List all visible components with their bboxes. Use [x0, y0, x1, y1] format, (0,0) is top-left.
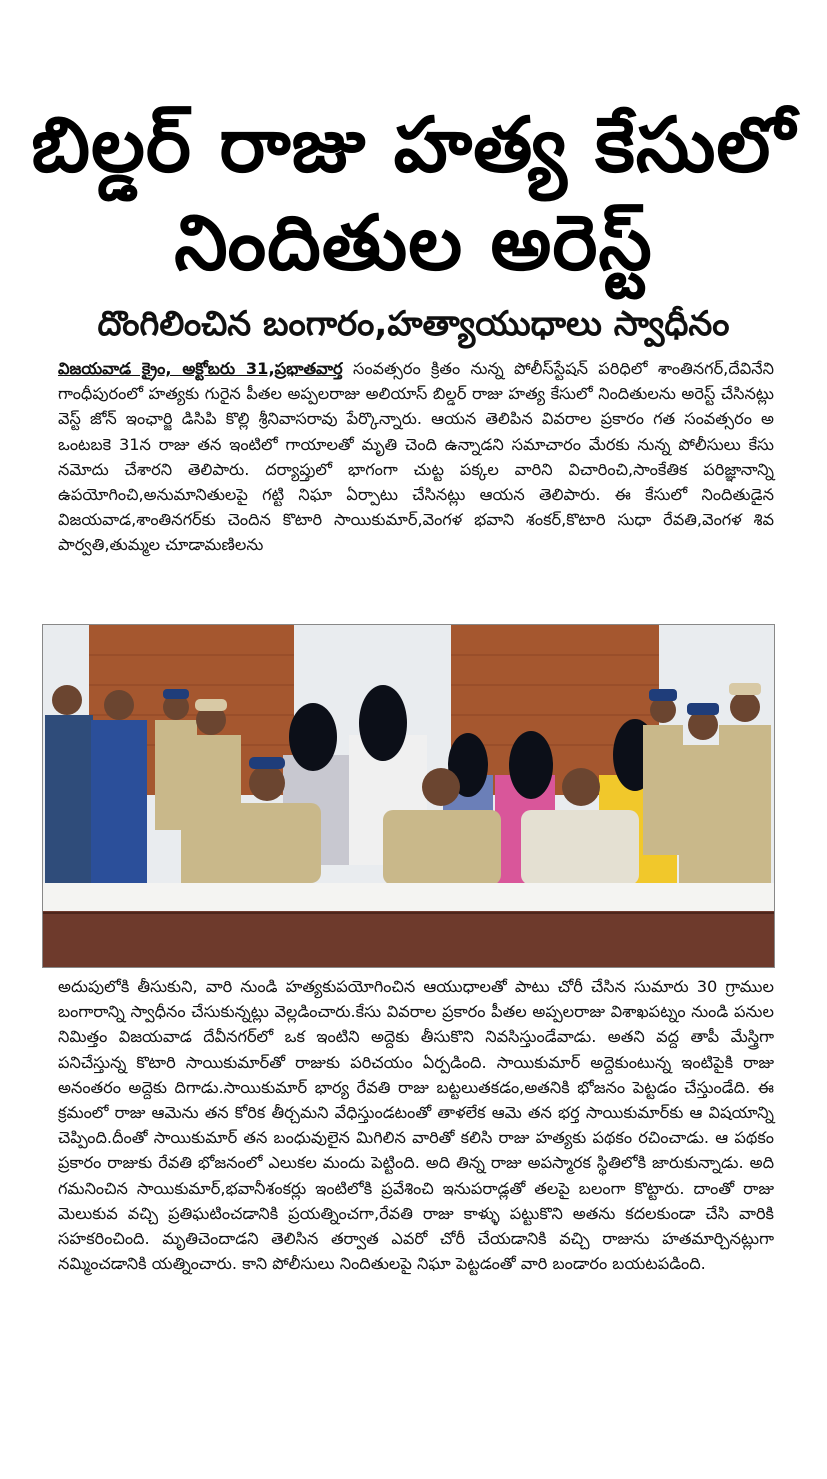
subheadline: దొంగిలించిన బంగారం,హత్యాయుధాలు స్వాధీనం — [97, 304, 730, 344]
dateline: విజయవాడ క్రైం, అక్టోబరు 31,ప్రభాతవార్త — [58, 359, 343, 378]
tablecloth — [43, 883, 774, 913]
paragraph-before-photo: సంవత్సరం క్రితం నున్న పోలీస్‌స్టేషన్ పరిధిలో శాంతినగర్,దేవినేని గాంధీపురంలో హత్యకు గురైన పీతల అప్పలరాజు అలియాస్ బిల్డర్ రాజు హత్య కేసులో నిందితులను అరెస్ట్ చేసినట్లు వెస్ట్ జోన్ ఇంఛార్జి డిసిపి కొల్లి శ్రీనివాసరావు పేర్కొన్నారు. ఆయన తెలిపిన వివరాల ప్రకారం గత సంవత్సరం అ ఒంటబకె 31న రాజు తన ఇంటిలో గాయాలతో మృతి చెంది ఉన్నాడని సమాచారం మేరకు నున్న పోలీసులు కేసు నమోదు చేశారని తెలిపారు. దర్యాప్తులో భాగంగా చుట్ట పక్కల వారిని విచారించి,సాంకేతిక పరిజ్ఞానాన్ని ఉపయోగించి,అనుమానితులపై గట్టి నిఘా ఏర్పాటు చేసినట్లు ఆయన తెలిపారు. ఈ కేసులో నిందితుడైన విజయవాడ,శాంతినగర్‌కు చెందిన కొటారి సాయికుమార్,వెంగళ భవాని శంకర్,కొటారి సుధా రేవతి,వెంగళ శివ పార్వతి,తుమ్మల చూడామణిలను — [58, 359, 774, 555]
article-paragraph-2: అదుపులోకి తీసుకుని, వారి నుండి హత్యకుపయోగించిన ఆయుధాలతో పాటు చోరీ చేసిన సుమారు 30 గ్రాముల బంగారాన్ని స్వాధీనం చేసుకున్నట్లు వెల్లడించారు.కేసు వివరాల ప్రకారం పీతల అప్పలరాజు విశాఖపట్నం నుండి పనుల నిమిత్తం విజయవాడ దేవీనగర్‌లో ఒక ఇంటిని అద్దెకు తీసుకొని నివసిస్తుండేవాడు. అతని వద్ద తాపీ మేస్త్రిగా పనిచేస్తున్న కొటారి సాయికుమార్‌తో రాజుకు పరిచయం ఏర్పడింది. సాయికుమార్ అద్దెకుంటున్న ఇంటిపైకి రాజు అనంతరం అద్దెకు దిగాడు.సాయికుమార్ భార్య రేవతి రాజు బట్టలుతకడం,అతనికి భోజనం పెట్టడం చేస్తుండేది. ఈ క్రమంలో రాజు ఆమెను తన కోరిక తీర్చమని వేధిస్తుండటంతో తాళలేక ఆమె తన భర్త సాయికుమార్‌కు ఆ విషయాన్ని చెప్పింది.దీంతో సాయికుమార్ తన బంధువులైన మిగిలిన వారితో కలిసి రాజు హత్యకు పథకం రచించాడు. ఆ పథకం ప్రకారం రాజుకు రేవతి భోజనంలో ఎలుకల మందు పెట్టింది. అది తిన్న రాజు అపస్మారక స్థితిలోకి జారుకున్నాడు. అది గమనించిన సాయికుమార్,భవానీశంకర్లు ఇంటిలోకి ప్రవేశించి ఇనుపరాడ్లతో తలపై బలంగా కొట్టారు. దాంతో రాజు మెలుకువ వచ్చి ప్రతిఘటించడానికి ప్రయత్నించగా,రేవతి రాజు కాళ్ళు పట్టుకొని అతను కదలకుండా చేసి వారికి సహకరించింది. మృతిచెందాడని తెలిసిన తర్వాత ఎవరో చోరీ చేయడానికి వచ్చి రాజును హతమార్చినట్లుగా నమ్మించడానికి యత్నించారు. కాని పోలీసులు నిందితులపై నిఘా పెట్టడంతో వారి బండారం బయటపడింది. — [58, 977, 774, 1274]
headline-line-2: నిందితుల అరెస్ట్ — [174, 198, 653, 287]
seated-officers — [213, 757, 639, 885]
table-front — [43, 911, 774, 967]
press-meet-photo — [43, 625, 774, 967]
news-photo — [42, 624, 775, 968]
headline-line-1: బిల్డర్ రాజు హత్య కేసులో — [31, 100, 796, 189]
article-paragraph-1 — [58, 356, 774, 558]
